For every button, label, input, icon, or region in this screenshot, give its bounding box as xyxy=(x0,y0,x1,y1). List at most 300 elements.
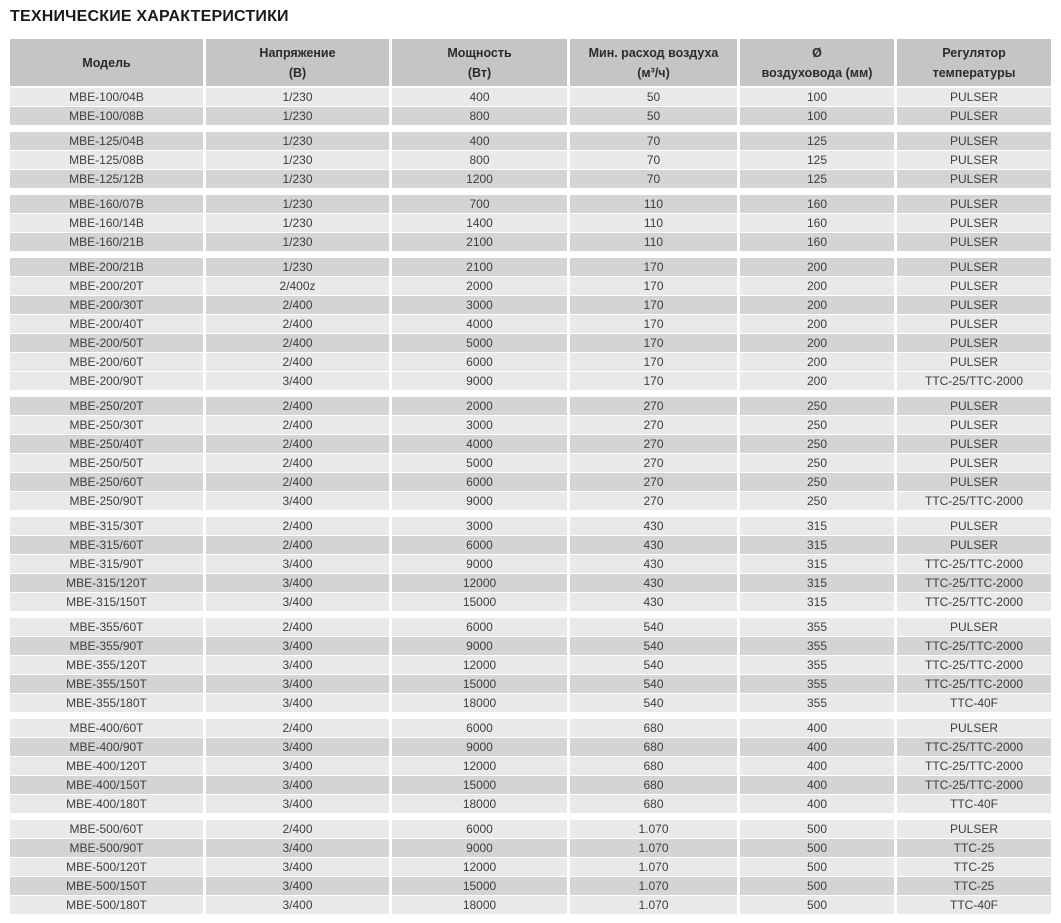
cell-power: 9000 xyxy=(392,372,570,391)
table-row xyxy=(10,277,1051,296)
cell-voltage: 2/400 xyxy=(206,536,392,555)
cell-airflow: 70 xyxy=(570,132,740,151)
cell-voltage: 2/400 xyxy=(206,315,392,334)
header-row xyxy=(10,39,1051,88)
cell-power: 12000 xyxy=(392,858,570,877)
cell-regulator: PULSER xyxy=(897,296,1051,315)
cell-power: 6000 xyxy=(392,536,570,555)
cell-duct: 250 xyxy=(740,397,897,416)
table-row xyxy=(10,776,1051,795)
cell-voltage: 2/400 xyxy=(206,435,392,454)
cell-regulator: TTC-25/TTC-2000 xyxy=(897,656,1051,675)
cell-duct: 400 xyxy=(740,719,897,738)
cell-regulator: TTC-40F xyxy=(897,795,1051,814)
cell-regulator: TTC-25/TTC-2000 xyxy=(897,776,1051,795)
cell-regulator: TTC-25/TTC-2000 xyxy=(897,372,1051,391)
cell-voltage: 3/400 xyxy=(206,492,392,511)
cell-model: MBE-160/14B xyxy=(10,214,206,233)
table-row xyxy=(10,555,1051,574)
cell-regulator: PULSER xyxy=(897,315,1051,334)
cell-voltage: 3/400 xyxy=(206,675,392,694)
table-row xyxy=(10,353,1051,372)
cell-duct: 160 xyxy=(740,195,897,214)
cell-power: 15000 xyxy=(392,877,570,896)
table-row xyxy=(10,536,1051,555)
cell-power: 5000 xyxy=(392,334,570,353)
col-header-model xyxy=(10,39,206,88)
cell-duct: 250 xyxy=(740,492,897,511)
cell-duct: 125 xyxy=(740,170,897,189)
cell-regulator: PULSER xyxy=(897,107,1051,126)
cell-duct: 250 xyxy=(740,416,897,435)
cell-power: 15000 xyxy=(392,675,570,694)
table-row xyxy=(10,795,1051,814)
cell-voltage: 1/230 xyxy=(206,151,392,170)
page-title: ТЕХНИЧЕСКИЕ ХАРАКТЕРИСТИКИ xyxy=(10,8,289,25)
table-row xyxy=(10,656,1051,675)
cell-airflow: 430 xyxy=(570,517,740,536)
cell-model: MBE-200/20T xyxy=(10,277,206,296)
cell-regulator: TTC-25/TTC-2000 xyxy=(897,757,1051,776)
cell-voltage: 2/400z xyxy=(206,277,392,296)
cell-power: 2100 xyxy=(392,258,570,277)
table-row xyxy=(10,574,1051,593)
cell-regulator: PULSER xyxy=(897,517,1051,536)
cell-power: 3000 xyxy=(392,296,570,315)
cell-airflow: 70 xyxy=(570,151,740,170)
table-row xyxy=(10,593,1051,612)
cell-model: MBE-250/40T xyxy=(10,435,206,454)
cell-airflow: 1.070 xyxy=(570,896,740,915)
cell-voltage: 3/400 xyxy=(206,694,392,713)
cell-voltage: 2/400 xyxy=(206,618,392,637)
cell-voltage: 2/400 xyxy=(206,473,392,492)
cell-airflow: 110 xyxy=(570,233,740,252)
table-row xyxy=(10,839,1051,858)
cell-duct: 355 xyxy=(740,637,897,656)
cell-regulator: TTC-25/TTC-2000 xyxy=(897,593,1051,612)
cell-duct: 200 xyxy=(740,315,897,334)
cell-regulator: PULSER xyxy=(897,195,1051,214)
cell-airflow: 70 xyxy=(570,170,740,189)
table-row xyxy=(10,195,1051,214)
table-row xyxy=(10,820,1051,839)
cell-voltage: 3/400 xyxy=(206,757,392,776)
table-row xyxy=(10,334,1051,353)
cell-model: MBE-250/20T xyxy=(10,397,206,416)
cell-power: 2000 xyxy=(392,397,570,416)
cell-model: MBE-200/21B xyxy=(10,258,206,277)
spec-table xyxy=(10,39,1051,915)
table-row xyxy=(10,258,1051,277)
cell-model: MBE-400/60T xyxy=(10,719,206,738)
cell-airflow: 540 xyxy=(570,694,740,713)
cell-duct: 400 xyxy=(740,757,897,776)
cell-duct: 160 xyxy=(740,233,897,252)
cell-airflow: 430 xyxy=(570,555,740,574)
cell-model: MBE-250/50T xyxy=(10,454,206,473)
cell-regulator: PULSER xyxy=(897,719,1051,738)
cell-voltage: 2/400 xyxy=(206,454,392,473)
cell-airflow: 270 xyxy=(570,435,740,454)
cell-airflow: 170 xyxy=(570,277,740,296)
cell-duct: 355 xyxy=(740,675,897,694)
diameter-symbol: Ø xyxy=(812,45,822,60)
cell-voltage: 2/400 xyxy=(206,334,392,353)
cell-model: MBE-500/180T xyxy=(10,896,206,915)
cell-duct: 100 xyxy=(740,107,897,126)
cell-voltage: 3/400 xyxy=(206,372,392,391)
cell-regulator: TTC-25/TTC-2000 xyxy=(897,555,1051,574)
table-row xyxy=(10,315,1051,334)
cell-regulator: PULSER xyxy=(897,353,1051,372)
cell-duct: 100 xyxy=(740,88,897,107)
cell-airflow: 270 xyxy=(570,492,740,511)
cell-duct: 125 xyxy=(740,151,897,170)
cell-regulator: PULSER xyxy=(897,536,1051,555)
cell-model: MBE-355/180T xyxy=(10,694,206,713)
cell-duct: 315 xyxy=(740,555,897,574)
cell-model: MBE-355/150T xyxy=(10,675,206,694)
cell-voltage: 2/400 xyxy=(206,517,392,536)
cell-model: MBE-315/120T xyxy=(10,574,206,593)
cell-voltage: 2/400 xyxy=(206,397,392,416)
cell-duct: 500 xyxy=(740,839,897,858)
cell-voltage: 1/230 xyxy=(206,132,392,151)
cell-airflow: 170 xyxy=(570,334,740,353)
cell-duct: 250 xyxy=(740,435,897,454)
cell-airflow: 680 xyxy=(570,719,740,738)
cell-power: 12000 xyxy=(392,656,570,675)
cell-model: MBE-250/30T xyxy=(10,416,206,435)
cell-power: 4000 xyxy=(392,315,570,334)
cell-model: MBE-500/60T xyxy=(10,820,206,839)
cell-power: 6000 xyxy=(392,820,570,839)
cell-duct: 500 xyxy=(740,896,897,915)
cell-power: 12000 xyxy=(392,757,570,776)
cell-regulator: TTC-25 xyxy=(897,858,1051,877)
cell-voltage: 3/400 xyxy=(206,593,392,612)
cell-regulator: PULSER xyxy=(897,233,1051,252)
table-row xyxy=(10,151,1051,170)
cell-duct: 315 xyxy=(740,593,897,612)
cell-power: 800 xyxy=(392,107,570,126)
table-row xyxy=(10,618,1051,637)
table-row xyxy=(10,694,1051,713)
cell-airflow: 680 xyxy=(570,795,740,814)
cell-regulator: PULSER xyxy=(897,435,1051,454)
cell-model: MBE-500/150T xyxy=(10,877,206,896)
cell-power: 6000 xyxy=(392,353,570,372)
cell-duct: 400 xyxy=(740,738,897,757)
cell-airflow: 680 xyxy=(570,776,740,795)
cell-voltage: 1/230 xyxy=(206,170,392,189)
cell-regulator: TTC-40F xyxy=(897,896,1051,915)
col-header-regulator xyxy=(897,39,1051,88)
cell-power: 4000 xyxy=(392,435,570,454)
cell-airflow: 170 xyxy=(570,372,740,391)
col-header-airflow-unit: (м³/ч) xyxy=(637,65,670,80)
cell-airflow: 170 xyxy=(570,315,740,334)
cell-airflow: 540 xyxy=(570,637,740,656)
cell-model: MBE-200/50T xyxy=(10,334,206,353)
cell-airflow: 680 xyxy=(570,757,740,776)
cell-power: 15000 xyxy=(392,776,570,795)
cell-power: 1200 xyxy=(392,170,570,189)
cell-airflow: 430 xyxy=(570,593,740,612)
cell-power: 2100 xyxy=(392,233,570,252)
cell-regulator: PULSER xyxy=(897,618,1051,637)
cell-duct: 200 xyxy=(740,334,897,353)
cell-model: MBE-400/150T xyxy=(10,776,206,795)
col-header-voltage xyxy=(206,39,392,88)
cell-voltage: 2/400 xyxy=(206,353,392,372)
cell-voltage: 3/400 xyxy=(206,877,392,896)
table-row xyxy=(10,738,1051,757)
table-row xyxy=(10,896,1051,915)
table-row xyxy=(10,372,1051,391)
col-header-airflow-label: Мин. расход воздуха xyxy=(588,45,719,60)
cell-duct: 160 xyxy=(740,214,897,233)
col-header-power-label: Мощность xyxy=(447,45,512,60)
cell-voltage: 3/400 xyxy=(206,896,392,915)
col-header-airflow xyxy=(570,39,740,88)
cell-power: 12000 xyxy=(392,574,570,593)
col-header-duct-diameter-unit: воздуховода (мм) xyxy=(761,65,873,80)
table-row xyxy=(10,719,1051,738)
cell-airflow: 170 xyxy=(570,258,740,277)
cell-model: MBE-250/90T xyxy=(10,492,206,511)
col-header-model-label: Модель xyxy=(82,55,131,70)
table-row xyxy=(10,233,1051,252)
cell-model: MBE-200/40T xyxy=(10,315,206,334)
table-row xyxy=(10,214,1051,233)
cell-voltage: 3/400 xyxy=(206,858,392,877)
cell-model: MBE-355/120T xyxy=(10,656,206,675)
cell-airflow: 680 xyxy=(570,738,740,757)
cell-model: MBE-400/120T xyxy=(10,757,206,776)
cell-regulator: PULSER xyxy=(897,416,1051,435)
cell-airflow: 50 xyxy=(570,107,740,126)
cell-regulator: PULSER xyxy=(897,88,1051,107)
table-row xyxy=(10,107,1051,126)
cell-model: MBE-100/04B xyxy=(10,88,206,107)
cell-power: 9000 xyxy=(392,637,570,656)
cell-airflow: 540 xyxy=(570,675,740,694)
table-body xyxy=(10,88,1051,915)
cell-model: MBE-160/07B xyxy=(10,195,206,214)
cell-voltage: 3/400 xyxy=(206,656,392,675)
cell-model: MBE-400/180T xyxy=(10,795,206,814)
cell-regulator: PULSER xyxy=(897,132,1051,151)
cell-airflow: 540 xyxy=(570,618,740,637)
cell-model: MBE-315/90T xyxy=(10,555,206,574)
cell-duct: 200 xyxy=(740,372,897,391)
cell-power: 6000 xyxy=(392,473,570,492)
cell-voltage: 1/230 xyxy=(206,233,392,252)
cell-power: 2000 xyxy=(392,277,570,296)
table-row xyxy=(10,637,1051,656)
cell-airflow: 1.070 xyxy=(570,858,740,877)
cell-model: MBE-125/12B xyxy=(10,170,206,189)
cell-duct: 315 xyxy=(740,517,897,536)
cell-voltage: 2/400 xyxy=(206,416,392,435)
cell-regulator: PULSER xyxy=(897,214,1051,233)
col-header-power xyxy=(392,39,570,88)
cell-duct: 355 xyxy=(740,694,897,713)
cell-duct: 355 xyxy=(740,618,897,637)
col-header-regulator-label: Регулятор xyxy=(942,45,1006,60)
cell-regulator: TTC-25/TTC-2000 xyxy=(897,492,1051,511)
cell-airflow: 270 xyxy=(570,473,740,492)
cell-airflow: 1.070 xyxy=(570,877,740,896)
cell-model: MBE-355/90T xyxy=(10,637,206,656)
cell-model: MBE-160/21B xyxy=(10,233,206,252)
table-row xyxy=(10,170,1051,189)
cell-duct: 500 xyxy=(740,820,897,839)
table-row xyxy=(10,473,1051,492)
cell-regulator: TTC-40F xyxy=(897,694,1051,713)
table-row xyxy=(10,517,1051,536)
table-header xyxy=(10,39,1051,88)
cell-voltage: 1/230 xyxy=(206,258,392,277)
cell-voltage: 3/400 xyxy=(206,574,392,593)
cell-duct: 400 xyxy=(740,795,897,814)
cell-voltage: 1/230 xyxy=(206,107,392,126)
cell-duct: 200 xyxy=(740,258,897,277)
cell-duct: 250 xyxy=(740,473,897,492)
cell-duct: 125 xyxy=(740,132,897,151)
cell-power: 6000 xyxy=(392,719,570,738)
cell-airflow: 1.070 xyxy=(570,839,740,858)
cell-airflow: 270 xyxy=(570,454,740,473)
cell-voltage: 3/400 xyxy=(206,776,392,795)
cell-power: 400 xyxy=(392,132,570,151)
cell-duct: 400 xyxy=(740,776,897,795)
table-row xyxy=(10,397,1051,416)
cell-power: 800 xyxy=(392,151,570,170)
cell-power: 15000 xyxy=(392,593,570,612)
cell-model: MBE-200/60T xyxy=(10,353,206,372)
cell-voltage: 1/230 xyxy=(206,88,392,107)
cell-duct: 315 xyxy=(740,536,897,555)
cell-regulator: PULSER xyxy=(897,397,1051,416)
cell-power: 18000 xyxy=(392,896,570,915)
cell-duct: 500 xyxy=(740,877,897,896)
cell-model: MBE-315/30T xyxy=(10,517,206,536)
cell-regulator: TTC-25/TTC-2000 xyxy=(897,675,1051,694)
table-row xyxy=(10,757,1051,776)
cell-power: 3000 xyxy=(392,416,570,435)
cell-model: MBE-500/90T xyxy=(10,839,206,858)
cell-regulator: TTC-25 xyxy=(897,839,1051,858)
cell-voltage: 2/400 xyxy=(206,719,392,738)
cell-voltage: 3/400 xyxy=(206,637,392,656)
cell-regulator: TTC-25/TTC-2000 xyxy=(897,738,1051,757)
table-row xyxy=(10,132,1051,151)
table-row xyxy=(10,416,1051,435)
cell-airflow: 270 xyxy=(570,416,740,435)
cell-voltage: 1/230 xyxy=(206,214,392,233)
cell-model: MBE-100/08B xyxy=(10,107,206,126)
cell-model: MBE-400/90T xyxy=(10,738,206,757)
cell-airflow: 170 xyxy=(570,353,740,372)
cell-power: 9000 xyxy=(392,492,570,511)
cell-power: 9000 xyxy=(392,839,570,858)
col-header-regulator-unit: температуры xyxy=(932,65,1016,80)
cell-power: 6000 xyxy=(392,618,570,637)
cell-regulator: PULSER xyxy=(897,170,1051,189)
cell-model: MBE-200/30T xyxy=(10,296,206,315)
cell-power: 18000 xyxy=(392,795,570,814)
cell-regulator: TTC-25/TTC-2000 xyxy=(897,574,1051,593)
cell-regulator: TTC-25/TTC-2000 xyxy=(897,637,1051,656)
cell-airflow: 110 xyxy=(570,195,740,214)
cell-duct: 200 xyxy=(740,353,897,372)
cell-airflow: 1.070 xyxy=(570,820,740,839)
cell-voltage: 3/400 xyxy=(206,839,392,858)
cell-power: 5000 xyxy=(392,454,570,473)
cell-airflow: 110 xyxy=(570,214,740,233)
cell-model: MBE-355/60T xyxy=(10,618,206,637)
cell-power: 700 xyxy=(392,195,570,214)
table-row xyxy=(10,435,1051,454)
table-row xyxy=(10,675,1051,694)
cell-duct: 200 xyxy=(740,296,897,315)
cell-airflow: 540 xyxy=(570,656,740,675)
cell-regulator: PULSER xyxy=(897,454,1051,473)
cell-voltage: 2/400 xyxy=(206,296,392,315)
table-row xyxy=(10,296,1051,315)
cell-voltage: 3/400 xyxy=(206,738,392,757)
cell-power: 9000 xyxy=(392,738,570,757)
cell-airflow: 430 xyxy=(570,574,740,593)
cell-power: 400 xyxy=(392,88,570,107)
cell-model: MBE-125/08B xyxy=(10,151,206,170)
cell-voltage: 3/400 xyxy=(206,555,392,574)
cell-regulator: PULSER xyxy=(897,473,1051,492)
cell-duct: 200 xyxy=(740,277,897,296)
cell-duct: 500 xyxy=(740,858,897,877)
cell-power: 1400 xyxy=(392,214,570,233)
cell-model: MBE-250/60T xyxy=(10,473,206,492)
table-row xyxy=(10,454,1051,473)
cell-regulator: PULSER xyxy=(897,334,1051,353)
cell-model: MBE-315/60T xyxy=(10,536,206,555)
cell-regulator: PULSER xyxy=(897,151,1051,170)
table-row xyxy=(10,88,1051,107)
col-header-voltage-label: Напряжение xyxy=(259,45,336,60)
col-header-duct-diameter xyxy=(740,39,897,88)
col-header-voltage-unit: (В) xyxy=(288,65,307,80)
cell-airflow: 430 xyxy=(570,536,740,555)
cell-model: MBE-315/150T xyxy=(10,593,206,612)
cell-regulator: PULSER xyxy=(897,277,1051,296)
table-row xyxy=(10,492,1051,511)
cell-power: 9000 xyxy=(392,555,570,574)
cell-voltage: 2/400 xyxy=(206,820,392,839)
cell-voltage: 3/400 xyxy=(206,795,392,814)
cell-power: 3000 xyxy=(392,517,570,536)
cell-model: MBE-500/120T xyxy=(10,858,206,877)
table-row xyxy=(10,858,1051,877)
cell-airflow: 170 xyxy=(570,296,740,315)
table-row xyxy=(10,877,1051,896)
cell-duct: 250 xyxy=(740,454,897,473)
cell-voltage: 1/230 xyxy=(206,195,392,214)
cell-regulator: PULSER xyxy=(897,820,1051,839)
cell-duct: 315 xyxy=(740,574,897,593)
